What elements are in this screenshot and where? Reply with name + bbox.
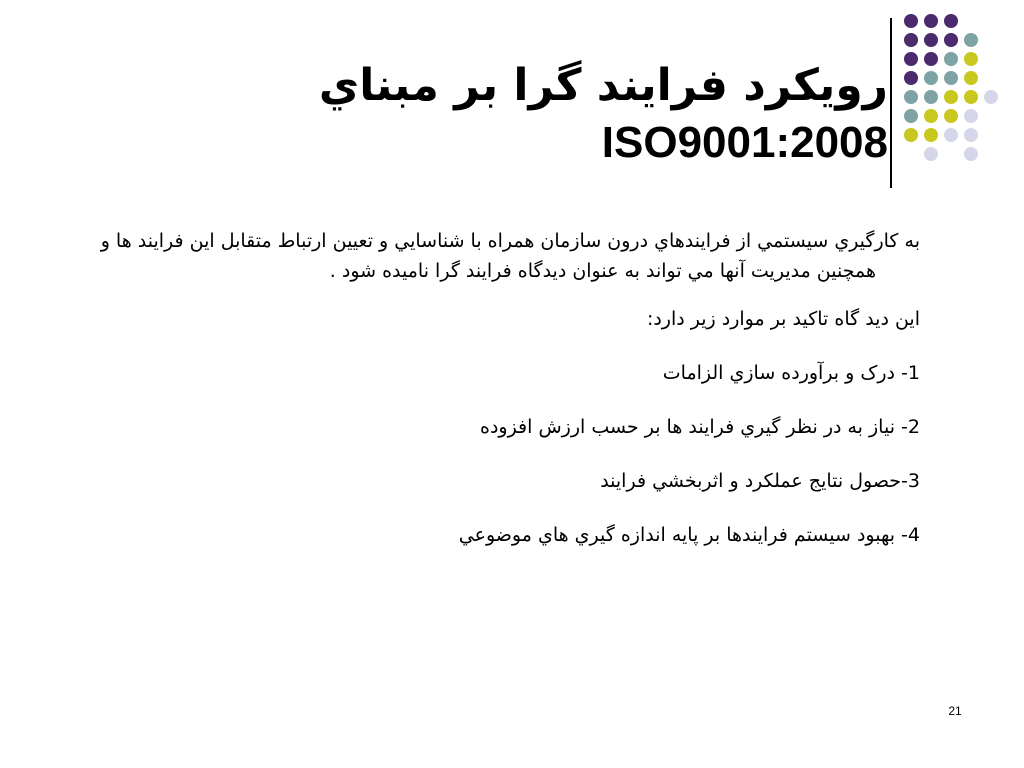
title-line-1: رويکرد فرايند گرا بر مبناي [318,60,888,111]
list-item: 3-حصول نتايج عملكرد و اثربخشي فرايند [600,470,920,492]
list-item: 4- بهبود سيستم فرايندها بر پايه اندازه گيري هاي موضوعي [458,524,920,546]
title-divider [890,18,892,188]
decorative-dot [924,128,938,142]
decorative-dot [924,71,938,85]
decorative-dot [964,128,978,142]
decorative-dot [964,147,978,161]
decorative-dot [964,71,978,85]
decorative-dot [944,71,958,85]
decorative-dot [924,90,938,104]
list-item: 2- نياز به در نظر گيري فرايند ها بر حسب ارزش افزوده [479,416,920,438]
decorative-dot [944,14,958,28]
decorative-dot [944,52,958,66]
slide-body [60,226,920,574]
decorative-dot [964,33,978,47]
page-number: 21 [948,704,962,718]
decorative-dot [944,109,958,123]
decorative-dot [904,109,918,123]
decorative-dot [904,33,918,47]
emphasis-lead: اين ديد گاه تاكيد بر موارد زير دارد: [646,308,920,330]
intro-paragraph: به كارگيري سيستمي از فرايندهاي درون سازمان همراه با شناسايي و تعيين ارتباط متقابل اين فرايند ها و همچنين مديريت آنها مي تواند به عنوان ديدگاه فرايند گرا ناميده شود . [100,230,920,282]
list-item: 1- درک و برآورده سازي الزامات [662,362,920,384]
decorative-dot [924,147,938,161]
decorative-dot [904,90,918,104]
decorative-dot-grid [904,14,1016,164]
decorative-dot [964,90,978,104]
decorative-dot [924,109,938,123]
decorative-dot [964,109,978,123]
decorative-dot [964,52,978,66]
decorative-dot [904,71,918,85]
decorative-dot [924,52,938,66]
decorative-dot [944,90,958,104]
decorative-dot [944,33,958,47]
decorative-dot [904,128,918,142]
decorative-dot [984,90,998,104]
title-line-2: ISO9001:2008 [601,118,888,167]
decorative-dot [944,128,958,142]
decorative-dot [924,14,938,28]
decorative-dot [904,14,918,28]
decorative-dot [924,33,938,47]
decorative-dot [904,52,918,66]
slide-title [318,58,888,188]
